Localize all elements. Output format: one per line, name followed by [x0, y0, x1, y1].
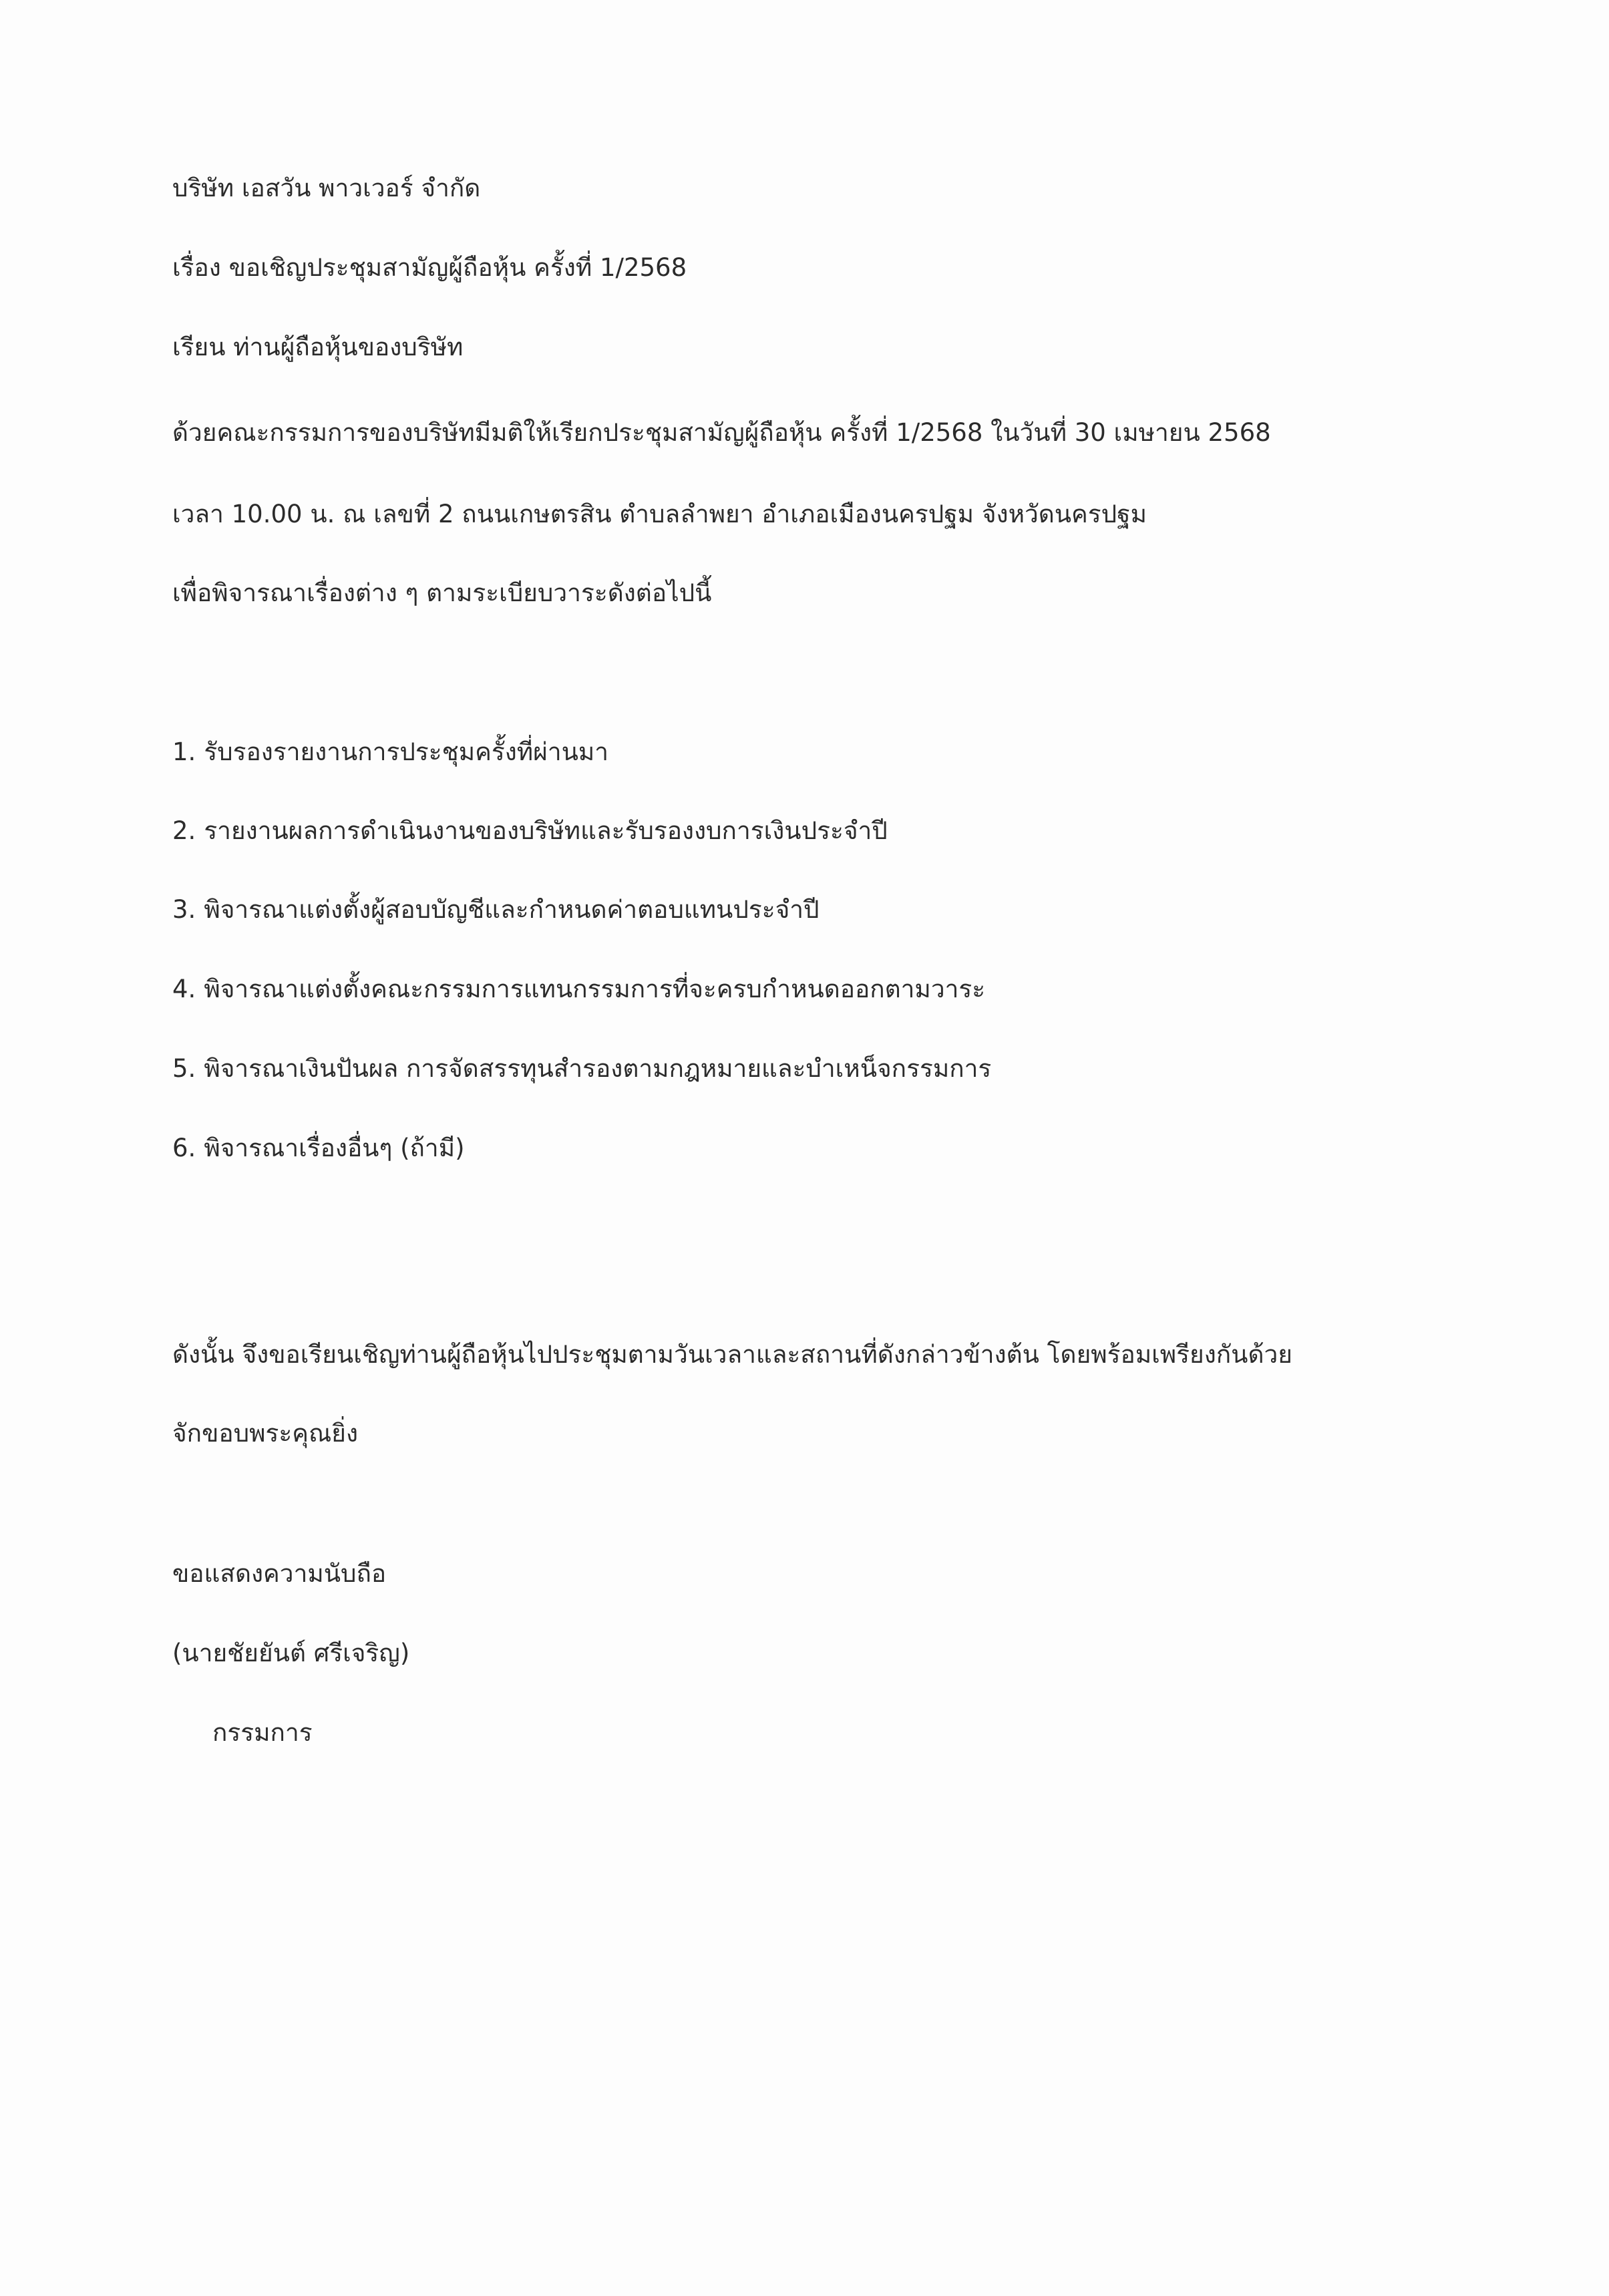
- agenda-text: พิจารณาเรื่องอื่นๆ (ถ้ามี): [204, 1134, 465, 1162]
- agenda-item: [172, 735, 608, 770]
- signer-title: กรรมการ: [212, 1718, 313, 1747]
- agenda-item: [172, 892, 820, 927]
- letter-salutation: เรียน ท่านผู้ถือหุ้นของบริษัท: [172, 333, 464, 361]
- agenda-item: [172, 1051, 991, 1086]
- agenda-number: 6.: [172, 1134, 196, 1162]
- signer-name: (นายชัยยันต์ ศรีเจริญ): [172, 1639, 410, 1667]
- agenda-number: 2.: [172, 816, 196, 845]
- agenda-number: 1.: [172, 737, 196, 766]
- agenda-item: [172, 814, 888, 848]
- body-line-2: เวลา 10.00 น. ณ เลขที่ 2 ถนนเกษตรสิน ตำบลลำพยา อำเภอเมืองนครปฐม จังหวัดนครปฐม: [172, 500, 1147, 528]
- agenda-text: พิจารณาแต่งตั้งคณะกรรมการแทนกรรมการที่จะครบกำหนดออกตามวาระ: [204, 975, 986, 1003]
- closing-line-2: จักขอบพระคุณยิ่ง: [172, 1419, 359, 1448]
- agenda-item: [172, 972, 985, 1007]
- letter-subject: เรื่อง ขอเชิญประชุมสามัญผู้ถือหุ้น ครั้งที่ 1/2568: [172, 253, 687, 282]
- agenda-number: 3.: [172, 895, 196, 924]
- company-name: บริษัท เอสวัน พาวเวอร์ จำกัด: [172, 174, 481, 202]
- body-line-1: ด้วยคณะกรรมการของบริษัทมีมติให้เรียกประชุมสามัญผู้ถือหุ้น ครั้งที่ 1/2568 ในวันที่ 30 เมษายน 2568: [172, 418, 1271, 447]
- agenda-text: พิจารณาแต่งตั้งผู้สอบบัญชีและกำหนดค่าตอบแทนประจำปี: [204, 895, 820, 924]
- agenda-number: 5.: [172, 1054, 196, 1083]
- body-line-3: เพื่อพิจารณาเรื่องต่าง ๆ ตามระเบียบวาระดังต่อไปนี้: [172, 579, 712, 607]
- regards: ขอแสดงความนับถือ: [172, 1559, 387, 1588]
- closing-line-1: ดังนั้น จึงขอเรียนเชิญท่านผู้ถือหุ้นไปประชุมตามวันเวลาและสถานที่ดังกล่าวข้างต้น โดยพร้อมเพรียงกันด้วย: [172, 1340, 1292, 1369]
- agenda-text: รายงานผลการดำเนินงานของบริษัทและรับรองงบการเงินประจำปี: [204, 816, 888, 845]
- agenda-text: พิจารณาเงินปันผล การจัดสรรทุนสำรองตามกฎหมายและบำเหน็จกรรมการ: [204, 1054, 992, 1083]
- agenda-number: 4.: [172, 975, 196, 1003]
- agenda-text: รับรองรายงานการประชุมครั้งที่ผ่านมา: [204, 737, 609, 766]
- agenda-item: [172, 1131, 465, 1166]
